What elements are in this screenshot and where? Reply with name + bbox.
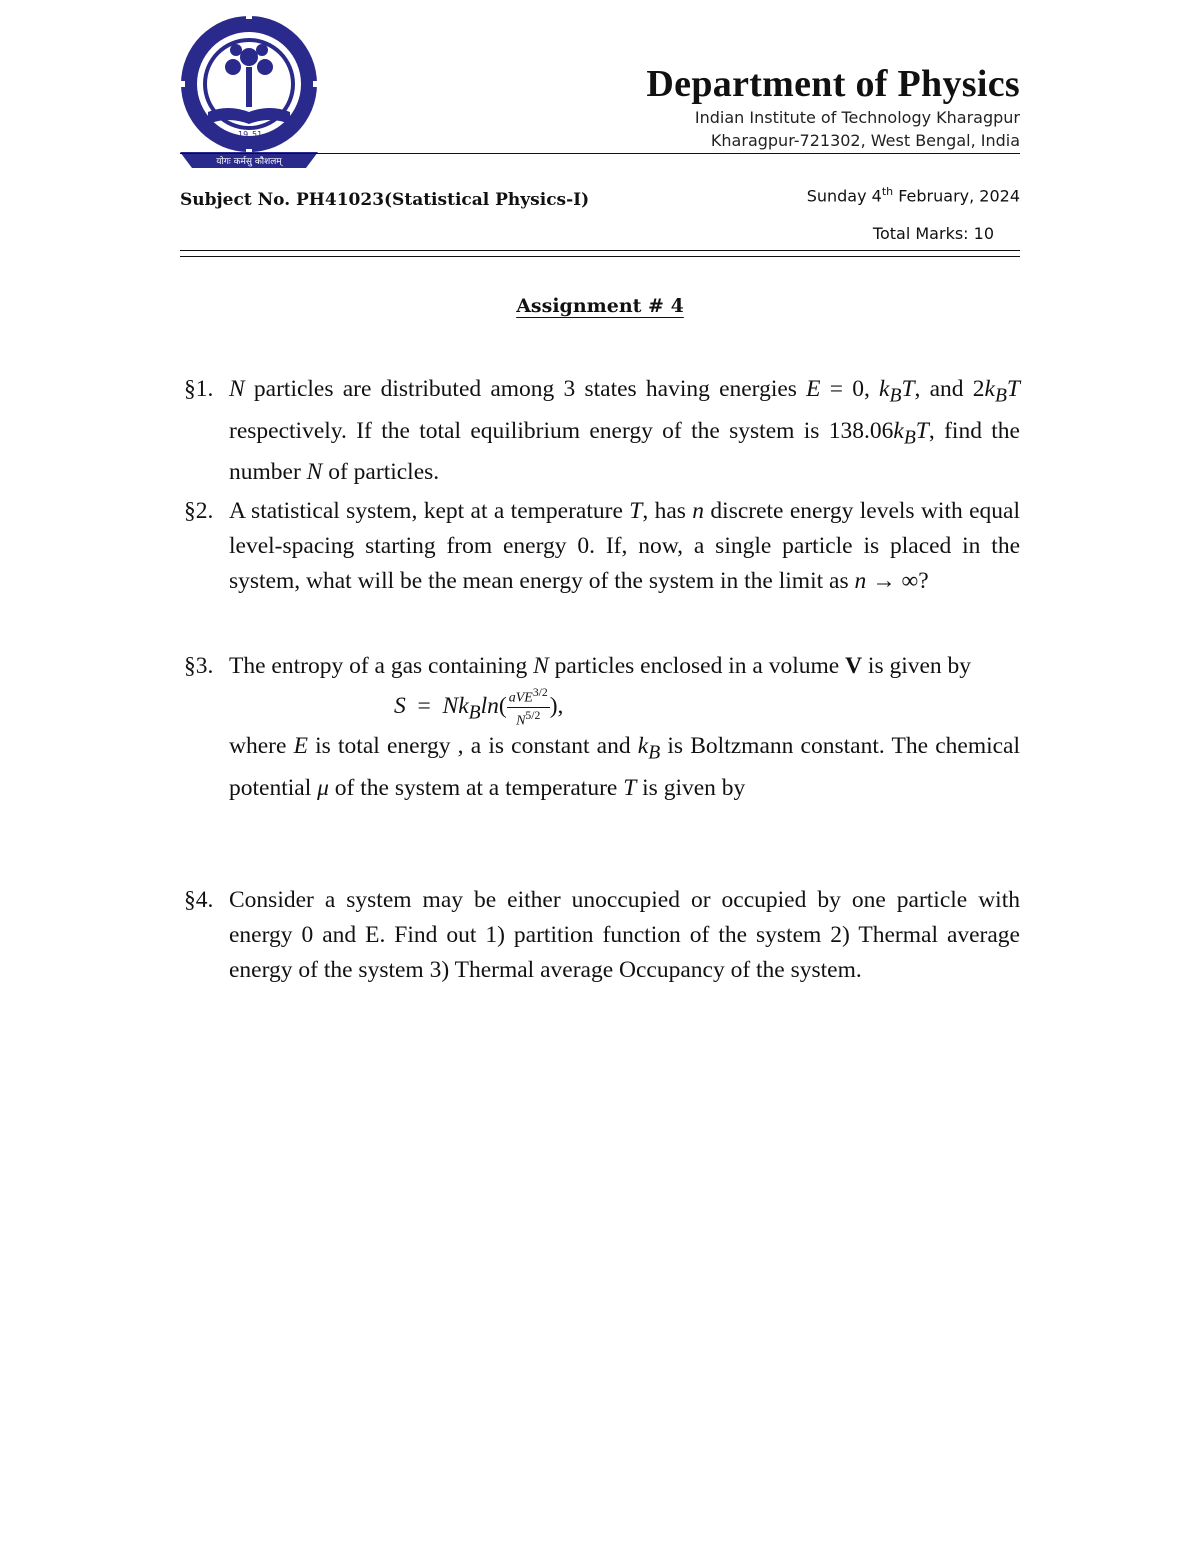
total-marks: Total Marks: 10 <box>872 224 994 243</box>
question-4 <box>184 883 1020 988</box>
institute-address: Kharagpur-721302, West Bengal, India <box>710 131 1020 150</box>
meta-divider-bottom <box>180 256 1020 257</box>
logo-motto: योगः कर्मसु कौशलम् <box>216 157 282 167</box>
logo-year-right: 51 <box>252 130 263 139</box>
question-2: §2. A statistical system, kept at a temperature T, has n discrete energy levels with equal level-spacing starting from energy 0. If, now, a single particle is placed in the system, what will be the mean energy of the system in the limit as n → ∞? <box>184 494 1020 599</box>
iit-kharagpur-emblem-icon <box>178 12 320 172</box>
question-4-text: Consider a system may be either unoccupied or occupied by one particle with energy 0 and E. Find out 1) partition function of the system 2) Thermal average energy of the system 3) Thermal average Occupancy of the system. <box>229 887 1020 983</box>
logo-year-left: 19 <box>238 130 249 139</box>
assignment-title: Assignment # 4 <box>516 295 684 317</box>
entropy-formula: $S = Nk_B\ln$( $\frac{aVE^{3/2}}{N^{5/2}}$ ), <box>394 686 564 729</box>
question-1: §1. N particles are distributed among 3 states having energies E = 0, $k_BT$, and $2k_BT$ respectively. If the total equilibrium energy of the system is $138.06k_BT$, find the number N of particles. <box>184 372 1020 490</box>
header-divider <box>180 153 1020 154</box>
institute-name: Indian Institute of Technology Kharagpur <box>694 108 1020 127</box>
exam-date: Sunday 4th February, 2024 <box>806 185 1020 206</box>
question-3: §3. The entropy of a gas containing N particles enclosed in a volume V is given by $S = Nk_B\ln$( $\frac{aVE^{3/2}}{N^{5/2}}$ ), where E is total energy , a is constant and $k_B$ is Boltzmann constant. The chemical potential μ of the system at a temperature T is given by <box>184 649 1020 806</box>
question-number: §2. <box>184 498 214 524</box>
question-number: §4. <box>184 887 214 913</box>
department-title: Department of Physics <box>646 63 1020 105</box>
meta-divider-top <box>180 250 1020 251</box>
subject-line: Subject No. PH41023(Statistical Physics-I) <box>180 190 590 210</box>
question-number: §1. <box>184 376 214 402</box>
question-number: §3. <box>184 653 214 679</box>
